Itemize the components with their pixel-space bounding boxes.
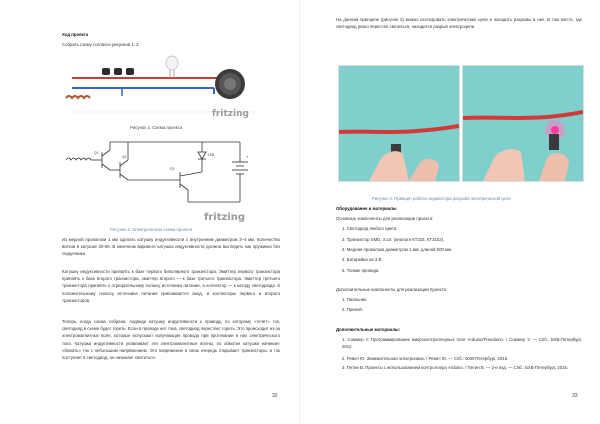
material-item: 1. Соммер У. Программирование микроконтроллерных плат Arduino/Freeduino. / Соммер У. — Спб.: БХВ-Петербург, 2012. bbox=[342, 337, 582, 350]
page-number-right: 33 bbox=[572, 393, 578, 399]
extra-item: 2. Припой. bbox=[342, 307, 363, 312]
figure1-caption: Рисунок 1. Схема проекта bbox=[130, 125, 183, 130]
fritzing-logo: fritzing bbox=[212, 109, 249, 119]
photo-led-off bbox=[338, 65, 460, 182]
material-item: 2. Ревич Ю. Занимательная электроника. / Ревич Ю. — Спб.: БХВ-Петербург, 2015. bbox=[342, 356, 509, 361]
figure3-caption: Рисунок 3. Принцип работы индикатора разрыва электрической цепи bbox=[372, 196, 511, 201]
intro-text: Собрать схему согласно рисунков 1, 2. bbox=[62, 42, 140, 47]
breadboard-diagram bbox=[62, 52, 267, 122]
paragraph-1: Из медной проволоки 1 мм сделать катушку индуктивности с внутренним диаметром 3–4 мм. Количество витков в катушке 30-60. В конечном варианте катушка индуктивности должна выглядеть как пружинка без сердечника. bbox=[62, 237, 280, 257]
components-intro: Основные компоненты для реализации проекта: bbox=[336, 216, 434, 221]
extra-item: 1. Паяльник. bbox=[342, 297, 368, 302]
page-right bbox=[300, 0, 600, 424]
svg-text:+: + bbox=[246, 155, 249, 159]
section-heading: Ход проекта bbox=[62, 32, 89, 37]
component-item: 4. Батарейка на 3 В. bbox=[342, 257, 383, 262]
figure2-caption: Рисунок 2. Электрическая схема проекта bbox=[110, 227, 193, 232]
paragraph-2: Катушку индуктивности припаять к базе первого биполярного транзистора. Эмиттер первого транзистора припаять к базе второго транзистора, эмиттер второго — к базе третьего транзистора. Эмиттер третьего транзистора припаять к отрицательному полюсу источника питания, а коллектор — к катоду светодиода. К положительному полюсу источника питания припаивается анод, и коллекторы первого и второго транзисторов. bbox=[62, 269, 280, 303]
component-item: 5. Тонкие провода. bbox=[342, 268, 380, 273]
component-item: 1. Светодиод любого цвета. bbox=[342, 226, 398, 231]
right-intro: На данном принципе (рисунок 3) можно исследовать электрические цепи и находить разрывы в них. В том месте, где светодиод резко перестал светиться, находится разрыв электроцепи. bbox=[336, 17, 582, 30]
page-number-left: 32 bbox=[272, 393, 278, 399]
paragraph-3: Теперь, когда схема собрана, подведи катушку индуктивности к проводу, по которому «течёт» ток, светодиод в схеме будет гореть. Если в проводе нет тока, светодиод перестает гореть. Это происходит из-за электромагнитных волн, которые испускают излучающие провода при протекании в них электрического тока. Катушка индуктивности улавливает эти электромагнитные волны, по обмотке катушки начинает «бежать» ток с небольшим напряжением. Это напряжение в свою очередь открывает транзисторы, и ток поступает в светодиод, он начинает светиться. bbox=[62, 319, 280, 361]
svg-text:LED: LED bbox=[208, 153, 215, 157]
extras-intro: Дополнительные компоненты для реализации проекта: bbox=[336, 287, 447, 292]
schematic-diagram bbox=[62, 132, 267, 224]
component-item: 2. Транзистор SMD, 3 шт. (аналоги КТ315, КТ3102). bbox=[342, 237, 445, 242]
svg-text:Q2: Q2 bbox=[122, 155, 127, 159]
svg-text:Q3: Q3 bbox=[170, 167, 175, 171]
material-item: 3. Петин В. Проекты с использованием контроллера Arduino. / Петин В. — 2-е изд. — Спб.: БХВ-Петербург, 2015. bbox=[342, 365, 569, 370]
svg-text:Q1: Q1 bbox=[94, 151, 99, 155]
fritzing-logo-2: fritzing bbox=[204, 212, 246, 223]
component-item: 3. Медная проволока диаметром 1 мм, длиной 500 мм. bbox=[342, 247, 453, 252]
equipment-heading: Оборудование и материалы bbox=[336, 206, 397, 211]
photo-led-on bbox=[462, 65, 584, 182]
materials-heading: Дополнительные материалы: bbox=[336, 327, 401, 332]
